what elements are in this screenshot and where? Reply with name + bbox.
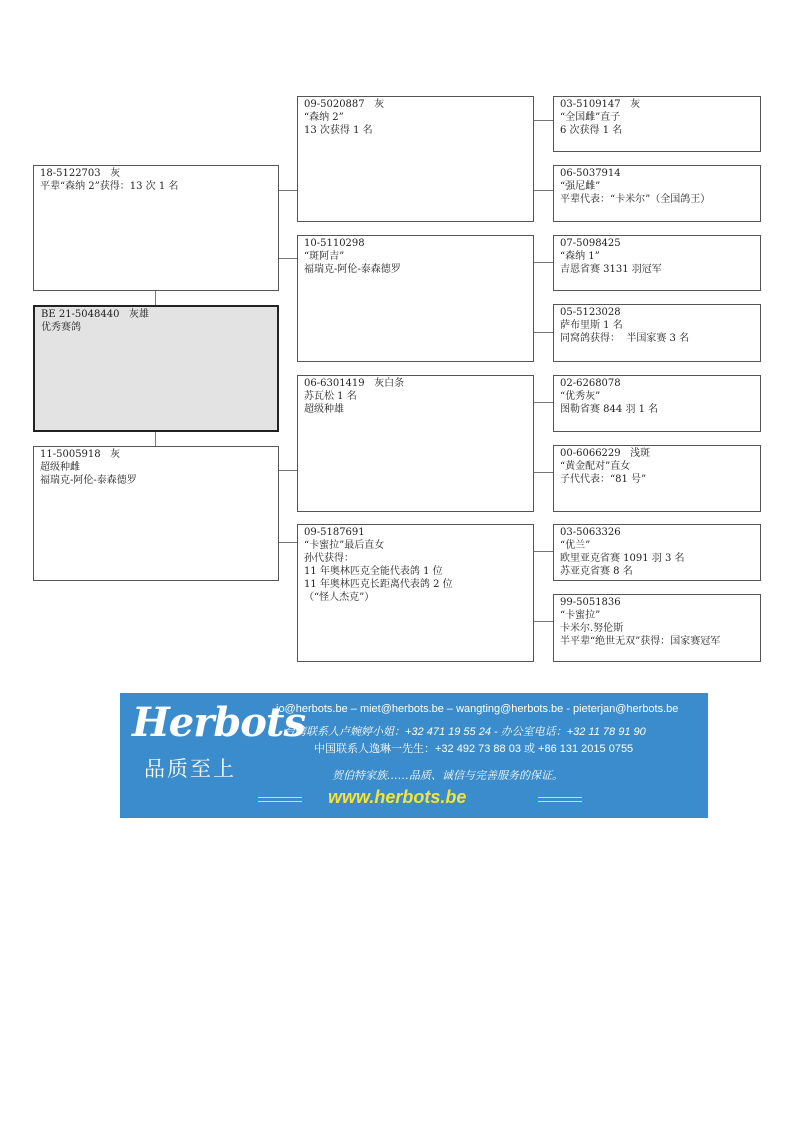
pedigree-box-sds [553, 235, 761, 291]
pigeon-description: 苏亚克省赛 8 名 [560, 566, 633, 577]
pigeon-description: 子代代表：“81 号” [560, 474, 647, 485]
pedigree-box-subject [33, 305, 279, 432]
banner-slogan: 品质至上 [144, 757, 236, 781]
pigeon-ring-number: 11-5005918 灰 [40, 449, 121, 460]
connector-line [155, 431, 156, 446]
pigeon-ring-number: BE 21-5048440 灰雄 [41, 309, 150, 320]
pigeon-ring-number: 09-5020887 灰 [304, 99, 385, 110]
decorative-line [538, 797, 582, 798]
pigeon-description: 13 次获得 1 名 [304, 125, 373, 136]
pigeon-description: 孙代获得： [304, 553, 354, 564]
banner-guarantee: 贺伯特家族……品质、诚信与完善服务的保证。 [332, 769, 563, 782]
pigeon-ring-number: 02-6268078 [560, 378, 621, 389]
pigeon-ring-number: 18-5122703 灰 [40, 168, 121, 179]
pedigree-box-dsd [553, 445, 761, 512]
banner-taiwan-contact: 台湾联系人卢婉婷小姐：+32 471 19 55 24 - 办公室电话：+32 11 78 91 90 [284, 726, 646, 738]
pedigree-box-sss [553, 96, 761, 152]
pigeon-description: 福瑞克-阿伦-泰森德罗 [40, 475, 137, 486]
decorative-line [258, 797, 302, 798]
banner-emails: jo@herbots.be – miet@herbots.be – wangting@herbots.be - pieterjan@herbots.be [276, 703, 679, 715]
pigeon-description: 欧里亚克省赛 1091 羽 3 名 [560, 553, 685, 564]
pigeon-ring-number: 05-5123028 [560, 307, 621, 318]
connector-line [278, 542, 297, 543]
connector-line [278, 470, 297, 471]
connector-line [533, 621, 553, 622]
pedigree-box-sire-dam [297, 235, 534, 362]
pigeon-ring-number: 06-6301419 灰白条 [304, 378, 405, 389]
pigeon-ring-number: 09-5187691 [304, 527, 365, 538]
decorative-line [258, 801, 302, 802]
pigeon-description: 图勒省赛 844 羽 1 名 [560, 404, 659, 415]
website-link[interactable]: www.herbots.be [328, 787, 467, 807]
pedigree-box-sire-sire [297, 96, 534, 222]
pigeon-description: “森纳 1” [560, 251, 600, 262]
pedigree-box-dam [33, 446, 279, 581]
pigeon-description: “优兰” [560, 540, 591, 551]
pedigree-box-ssd [553, 165, 761, 222]
pigeon-description: 吉恩省赛 3131 羽冠军 [560, 264, 662, 275]
pigeon-ring-number: 06-5037914 [560, 168, 621, 179]
pigeon-description: “卡蜜拉” [560, 610, 601, 621]
banner-china-contact: 中国联系人逸琳一先生：+32 492 73 88 03 或 +86 131 2015 0755 [314, 743, 634, 755]
pigeon-ring-number: 03-5109147 灰 [560, 99, 641, 110]
pigeon-description: “森纳 2” [304, 112, 344, 123]
pedigree-box-dds [553, 524, 761, 581]
connector-line [278, 258, 297, 259]
pigeon-description: 超级种雌 [40, 462, 80, 473]
pedigree-box-ddd [553, 594, 761, 662]
pigeon-description: 6 次获得 1 名 [560, 125, 623, 136]
pigeon-ring-number: 03-5063326 [560, 527, 621, 538]
connector-line [278, 190, 297, 191]
pigeon-description: 同窝鸽获得： 半国家赛 3 名 [560, 333, 690, 344]
connector-line [533, 472, 553, 473]
pigeon-ring-number: 10-5110298 [304, 238, 365, 249]
pigeon-description: “卡蜜拉”最后直女 [304, 540, 385, 551]
herbots-banner [120, 693, 708, 818]
pigeon-description: 11 年奥林匹克长距离代表鸽 2 位 [304, 579, 453, 590]
pigeon-ring-number: 07-5098425 [560, 238, 621, 249]
pigeon-description: 半平辈“绝世无双”获得：国家赛冠军 [560, 636, 721, 647]
pedigree-box-dam-sire [297, 375, 534, 512]
connector-line [533, 332, 553, 333]
pigeon-description: （“怪人杰克”） [304, 592, 375, 603]
connector-line [533, 190, 553, 191]
pigeon-ring-number: 99-5051836 [560, 597, 621, 608]
pigeon-description: “强尼雌” [560, 181, 601, 192]
pigeon-description: 超级种雄 [304, 404, 344, 415]
herbots-logo: Herbots [132, 699, 305, 746]
connector-line [533, 262, 553, 263]
pigeon-description: 卡米尔.努伦斯 [560, 623, 624, 634]
pigeon-description: “斑阿吉” [304, 251, 345, 262]
pigeon-description: 11 年奥林匹克全能代表鸽 1 位 [304, 566, 443, 577]
connector-line [533, 402, 553, 403]
pigeon-description: 福瑞克-阿伦-泰森德罗 [304, 264, 401, 275]
pedigree-box-dss [553, 375, 761, 432]
pigeon-description: “优秀灰” [560, 391, 601, 402]
decorative-line [538, 801, 582, 802]
pigeon-description: 平辈代表：“卡米尔”（全国鸽王） [560, 194, 711, 205]
pigeon-description: 萨布里斯 1 名 [560, 320, 623, 331]
pigeon-ring-number: 00-6066229 浅斑 [560, 448, 651, 459]
pedigree-box-dam-dam [297, 524, 534, 662]
pigeon-description: 平辈“森纳 2”获得：13 次 1 名 [40, 181, 179, 192]
pigeon-description: 优秀赛鸽 [41, 322, 81, 333]
pedigree-box-sire [33, 165, 279, 291]
pigeon-description: “黄金配对”直女 [560, 461, 631, 472]
connector-line [533, 120, 553, 121]
pigeon-description: 苏瓦松 1 名 [304, 391, 357, 402]
pigeon-description: “全国雌”直子 [560, 112, 621, 123]
connector-line [533, 551, 553, 552]
pedigree-box-sdd [553, 304, 761, 362]
connector-line [155, 290, 156, 305]
